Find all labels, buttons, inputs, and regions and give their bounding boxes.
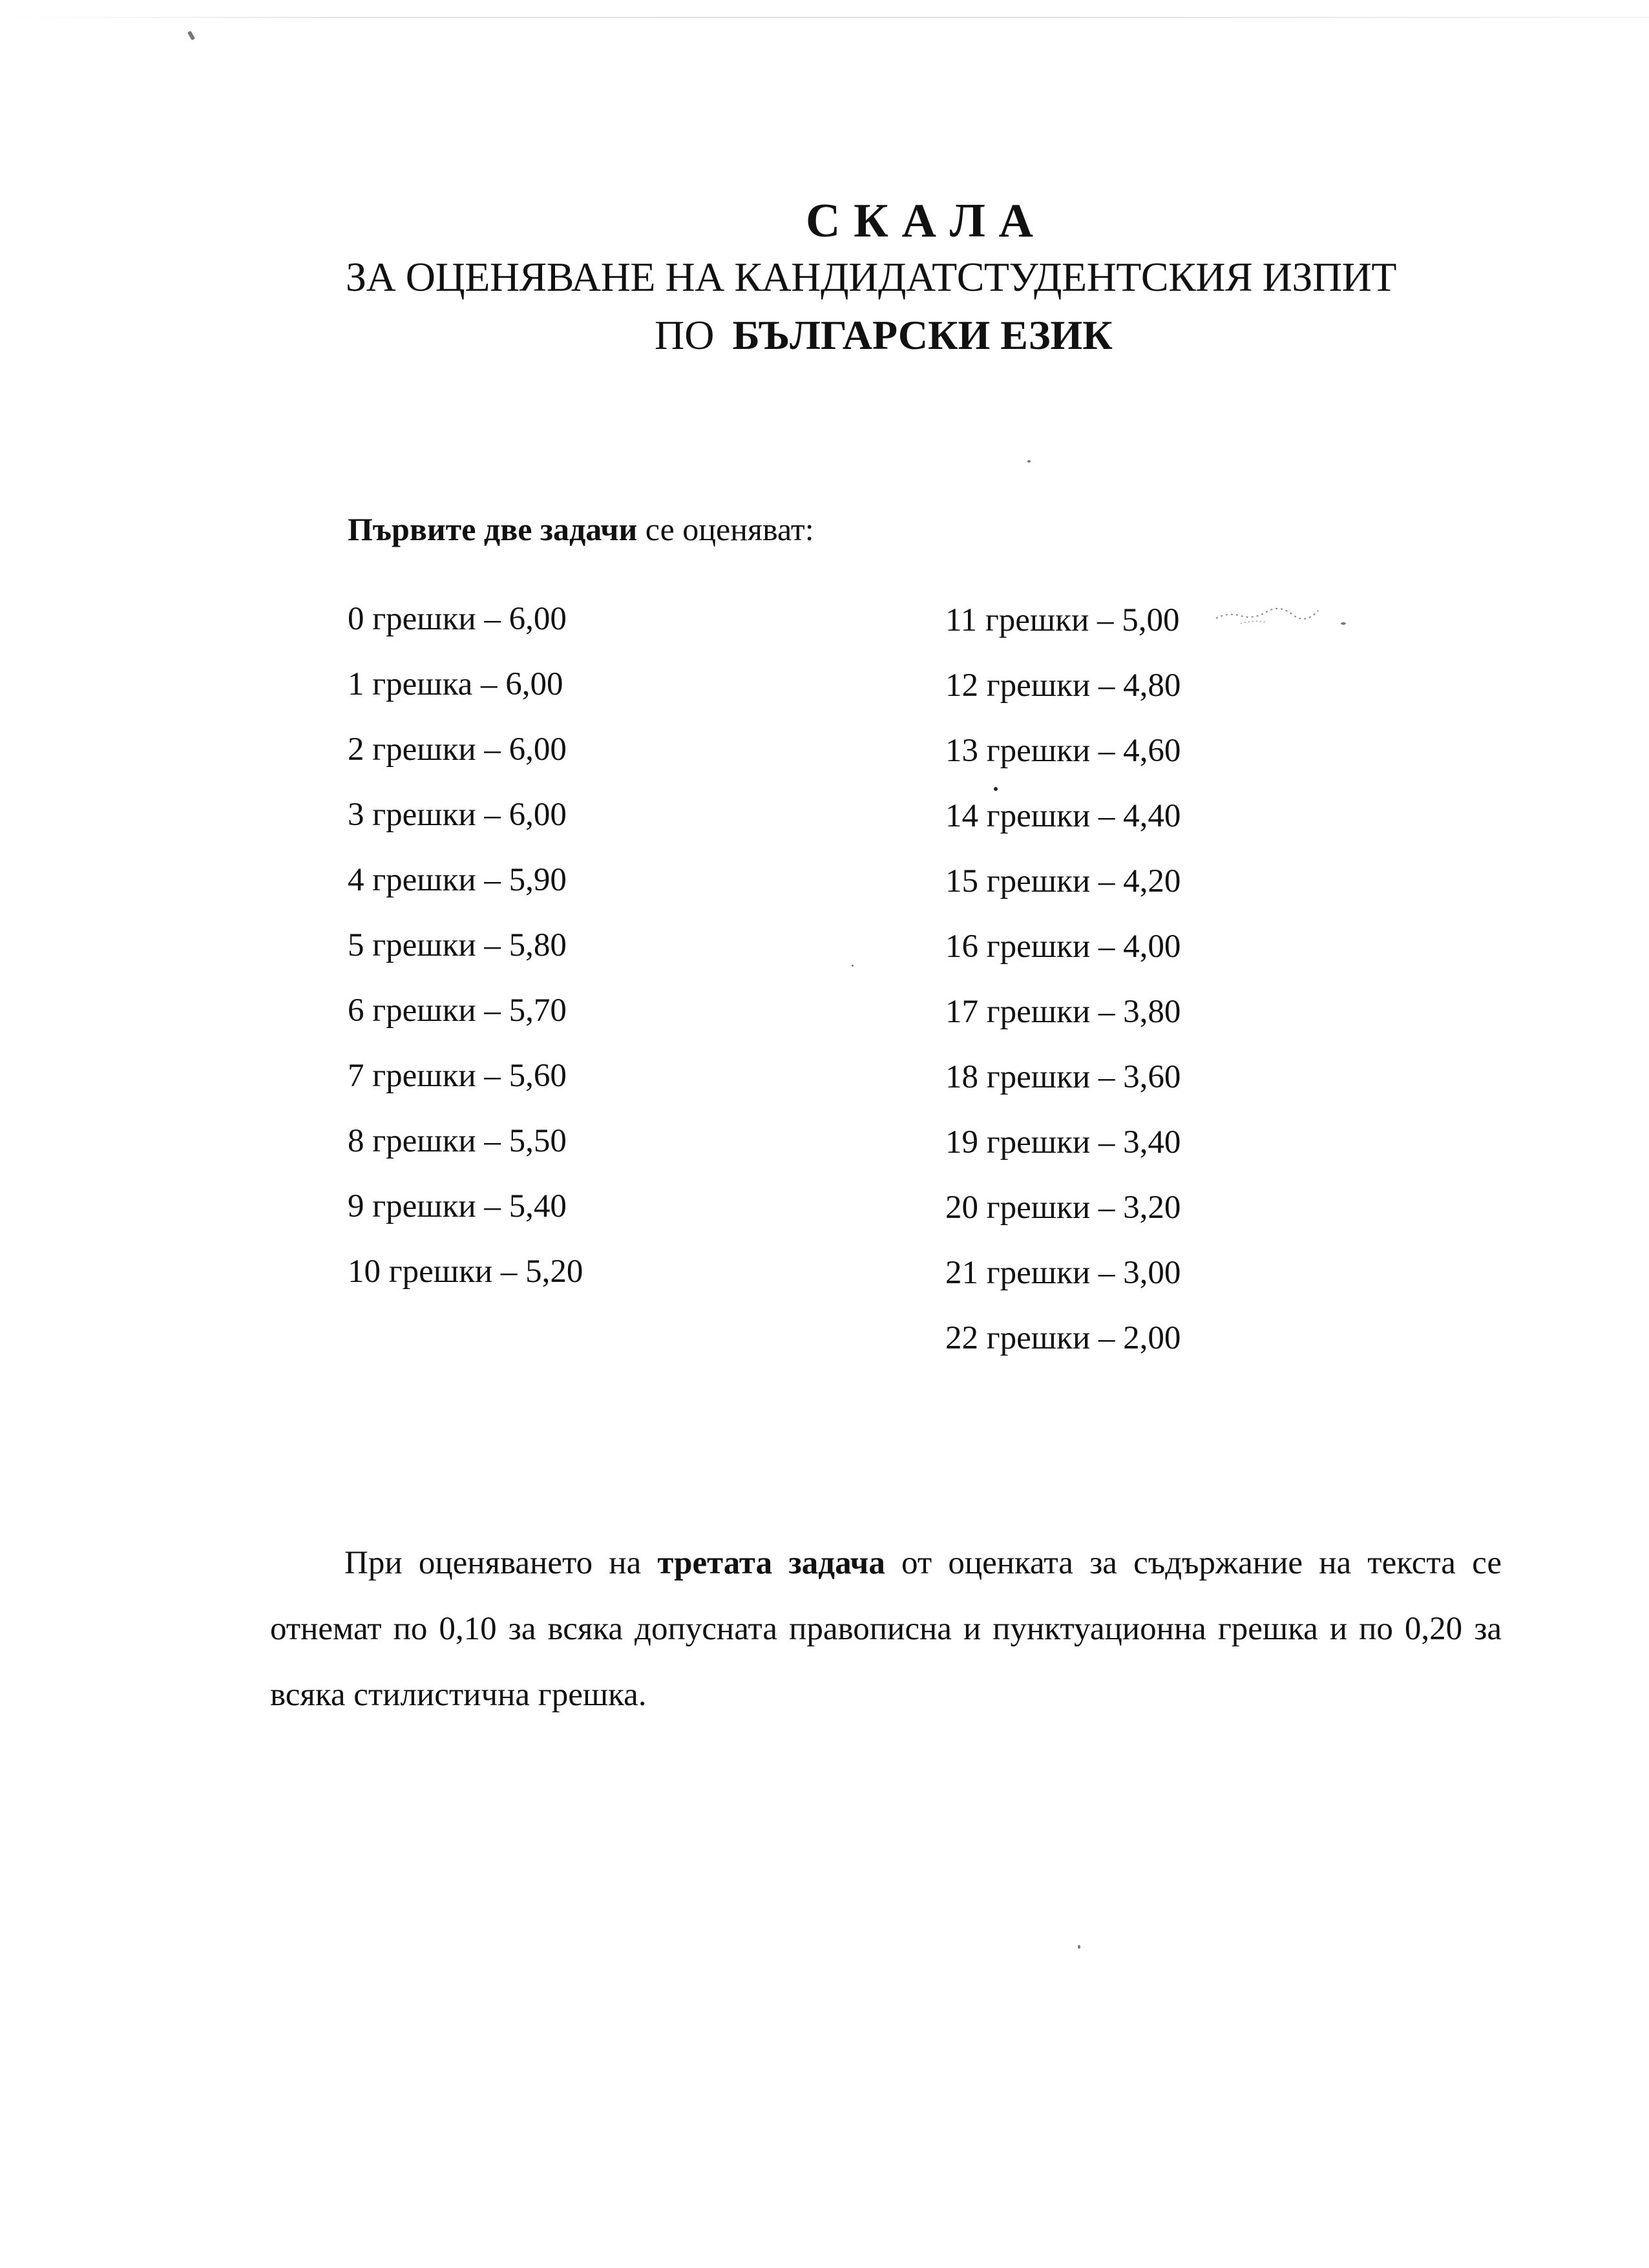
scale-item: 11 грешки – 5,00 xyxy=(945,602,1180,638)
scale-item: 18 грешки – 3,60 xyxy=(945,1059,1181,1095)
scale-item: 13 грешки – 4,60 xyxy=(945,733,1181,769)
scale-item: 4 грешки – 5,90 xyxy=(348,862,567,898)
paragraph-bold: третата задача xyxy=(657,1545,885,1581)
scale-item: 8 грешки – 5,50 xyxy=(348,1123,567,1159)
paragraph-part2: от оценката за съдържание на текста се отнемат по 0,10 за всяка допусната правописна и пунктуационна грешка и по 0,20 за всяка стилистична грешка. xyxy=(270,1545,1502,1713)
scale-item: 14 грешки – 4,40 xyxy=(945,798,1181,834)
scale-item: 5 грешки – 5,80 xyxy=(348,927,567,963)
scale-list-right xyxy=(945,601,1181,1384)
scale-list-left xyxy=(348,600,583,1318)
scale-item: 10 грешки – 5,20 xyxy=(348,1254,583,1290)
paragraph-part1: При оценяването на xyxy=(344,1545,658,1581)
scale-item: 16 грешки – 4,00 xyxy=(945,929,1181,965)
scan-speck xyxy=(1078,1945,1080,1949)
title-subject-line xyxy=(655,311,1113,359)
title-prefix: ПО xyxy=(655,312,715,358)
intro-rest: се оценяват: xyxy=(637,511,814,547)
scale-item: 9 грешки – 5,40 xyxy=(348,1188,567,1224)
scale-item: 20 грешки – 3,20 xyxy=(945,1190,1181,1226)
title-main: СКАЛА xyxy=(806,194,1047,247)
intro-bold: Първите две задачи xyxy=(348,511,638,547)
scale-item: 6 грешки – 5,70 xyxy=(348,992,567,1029)
scale-item: 15 грешки – 4,20 xyxy=(945,863,1181,899)
scale-item: 3 грешки – 6,00 xyxy=(348,797,567,833)
scale-item: 0 грешки – 6,00 xyxy=(348,601,567,637)
scale-item: 22 грешки – 2,00 xyxy=(945,1320,1181,1356)
scan-speck xyxy=(852,965,854,967)
intro-line xyxy=(348,510,814,548)
scale-item: 17 грешки – 3,80 xyxy=(945,994,1181,1030)
pen-smudge xyxy=(1215,604,1344,630)
title-subtitle: ЗА ОЦЕНЯВАНЕ НА КАНДИДАТСТУДЕНТСКИЯ ИЗПИТ xyxy=(346,254,1396,300)
scan-speck xyxy=(187,30,195,40)
scan-edge-line xyxy=(0,17,1649,18)
scale-item: 2 грешки – 6,00 xyxy=(348,731,567,768)
title-subject: БЪЛГАРСКИ ЕЗИК xyxy=(732,312,1113,358)
scale-item: 12 грешки – 4,80 xyxy=(945,667,1181,704)
scale-item: 21 грешки – 3,00 xyxy=(945,1255,1181,1291)
third-task-paragraph xyxy=(270,1530,1502,1728)
scale-item: 1 грешка – 6,00 xyxy=(348,666,563,702)
scan-speck xyxy=(1027,460,1031,463)
scale-item: 19 грешки – 3,40 xyxy=(945,1124,1181,1160)
scale-item: 7 грешки – 5,60 xyxy=(348,1058,567,1094)
